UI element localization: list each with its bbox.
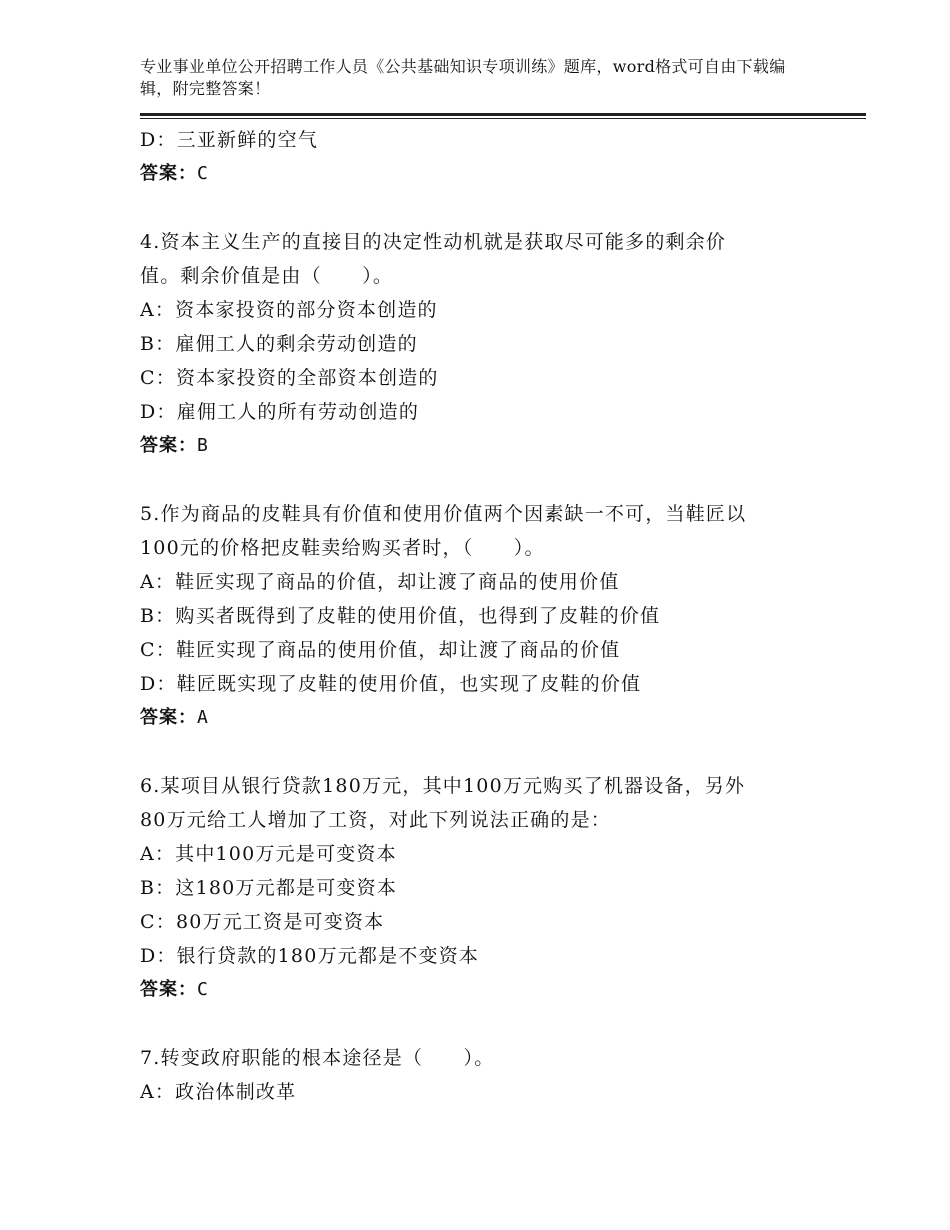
question-stem-line: 4.资本主义生产的直接目的决定性动机就是获取尽可能多的剩余价 (140, 231, 727, 253)
document-header: 专业事业单位公开招聘工作人员《公共基础知识专项训练》题库，word格式可自由下载编辑，附完整答案！ (140, 57, 786, 98)
answer-line (140, 973, 866, 1007)
question-5 (140, 497, 866, 735)
option-a: A：其中100万元是可变资本 (140, 843, 397, 865)
prev-answer (140, 157, 866, 191)
spacer (140, 191, 866, 225)
answer-value: A (197, 707, 209, 728)
option-a: A：资本家投资的部分资本创造的 (140, 299, 438, 321)
option-a: A：政治体制改革 (140, 1081, 297, 1103)
question-stem-line: 6.某项目从银行贷款180万元，其中100万元购买了机器设备，另外 (140, 775, 746, 797)
answer-label: 答案： (140, 707, 197, 728)
answer-label: 答案： (140, 979, 197, 1000)
option-d: D：银行贷款的180万元都是不变资本 (140, 945, 480, 967)
option-c: C：鞋匠实现了商品的使用价值，却让渡了商品的价值 (140, 639, 621, 661)
question-stem-line: 7.转变政府职能的根本途径是（ ）。 (140, 1047, 495, 1069)
option-d: D：雇佣工人的所有劳动创造的 (140, 401, 420, 423)
header-rule-thin (140, 118, 866, 119)
option-c: C：资本家投资的全部资本创造的 (140, 367, 439, 389)
question-stem-line: 5.作为商品的皮鞋具有价值和使用价值两个因素缺一不可，当鞋匠以 (140, 503, 747, 525)
spacer (140, 735, 866, 769)
option-c: C：80万元工资是可变资本 (140, 911, 385, 933)
question-4 (140, 225, 866, 463)
answer-line (140, 429, 866, 463)
option-b: B：购买者既得到了皮鞋的使用价值，也得到了皮鞋的价值 (140, 605, 661, 627)
header-rule-thick (140, 113, 866, 116)
answer-value: C (197, 163, 209, 184)
question-stem-line: 80万元给工人增加了工资，对此下列说法正确的是： (140, 809, 611, 831)
header-divider (140, 113, 866, 119)
question-7 (140, 1041, 866, 1109)
question-stem-line: 值。剩余价值是由（ ）。 (140, 265, 394, 287)
answer-line (140, 701, 866, 735)
spacer (140, 463, 866, 497)
answer-label: 答案： (140, 435, 197, 456)
question-stem-line: 100元的价格把皮鞋卖给购买者时，（ ）。 (140, 537, 545, 559)
answer-label: 答案： (140, 163, 197, 184)
spacer (140, 1007, 866, 1041)
answer-value: C (197, 979, 209, 1000)
prev-option-d: D：三亚新鲜的空气 (140, 129, 319, 151)
question-6 (140, 769, 866, 1007)
document-page (140, 56, 866, 1109)
option-d: D：鞋匠既实现了皮鞋的使用价值，也实现了皮鞋的价值 (140, 673, 642, 695)
option-a: A：鞋匠实现了商品的价值，却让渡了商品的使用价值 (140, 571, 620, 593)
option-b: B：这180万元都是可变资本 (140, 877, 398, 899)
question-content (140, 123, 866, 1109)
answer-value: B (197, 435, 209, 456)
option-b: B：雇佣工人的剩余劳动创造的 (140, 333, 418, 355)
